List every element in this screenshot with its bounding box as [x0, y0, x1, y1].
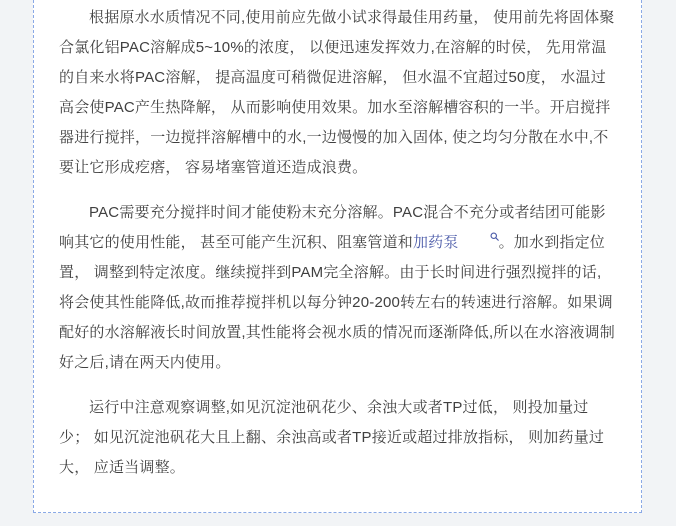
search-icon [460, 232, 499, 241]
dosing-pump-link-label: 加药泵 [412, 234, 459, 251]
paragraph-operation-adjustment: 运行中注意观察调整,如见沉淀池矾花少、余浊大或者TP过低， 则投加量过少； 如见沉淀池矾花大且上翻、余浊高或者TP接近或超过排放指标， 则加药量过大， 应适当调整。 [59, 399, 605, 476]
paragraph-dissolving-instructions: 根据原水水质情况不同,使用前应先做小试求得最佳用药量， 使用前先将固体聚合氯化铝PAC溶解成5~10%的浓度， 以便迅速发挥效力,在溶解的时侯， 先用常温的自来水将PAC溶解， 提高温度可稍微促进溶解， 但水温不宜超过50度， 水温过高会使PAC产生热降解， 从而影响使用效果。加水至溶解槽容积的一半。开启搅拌器进行搅拌，一边搅拌溶解槽中的水,一边慢慢的加入固体, 使之均匀分散在水中,不要让它形成疙瘩， 容易堵塞管道还造成浪费。 [59, 9, 615, 176]
article-content-panel [33, 0, 642, 513]
paragraph-stirring-text-after-link: 。加水到指定位置， 调整到特定浓度。继续搅拌到PAM完全溶解。由于长时间进行强烈搅拌的话,将会使其性能降低,故而推荐搅拌机以每分钟20-200转左右的转速进行溶解。如果调配好的水溶解液长时间放置,其性能将会视水质的情况而逐渐降低,所以在水溶液调制好之后,请在两天内使用。 [59, 234, 615, 371]
paragraph-stirring-text-before-link: PAC需要充分搅拌时间才能使粉末充分溶解。PAC混合不充分或者结团可能影响其它的使用性能， 甚至可能产生沉积、阻塞管道和 [59, 204, 606, 251]
paragraph-stirring-instructions [59, 198, 616, 378]
dosing-pump-entity-link[interactable] [413, 234, 499, 251]
